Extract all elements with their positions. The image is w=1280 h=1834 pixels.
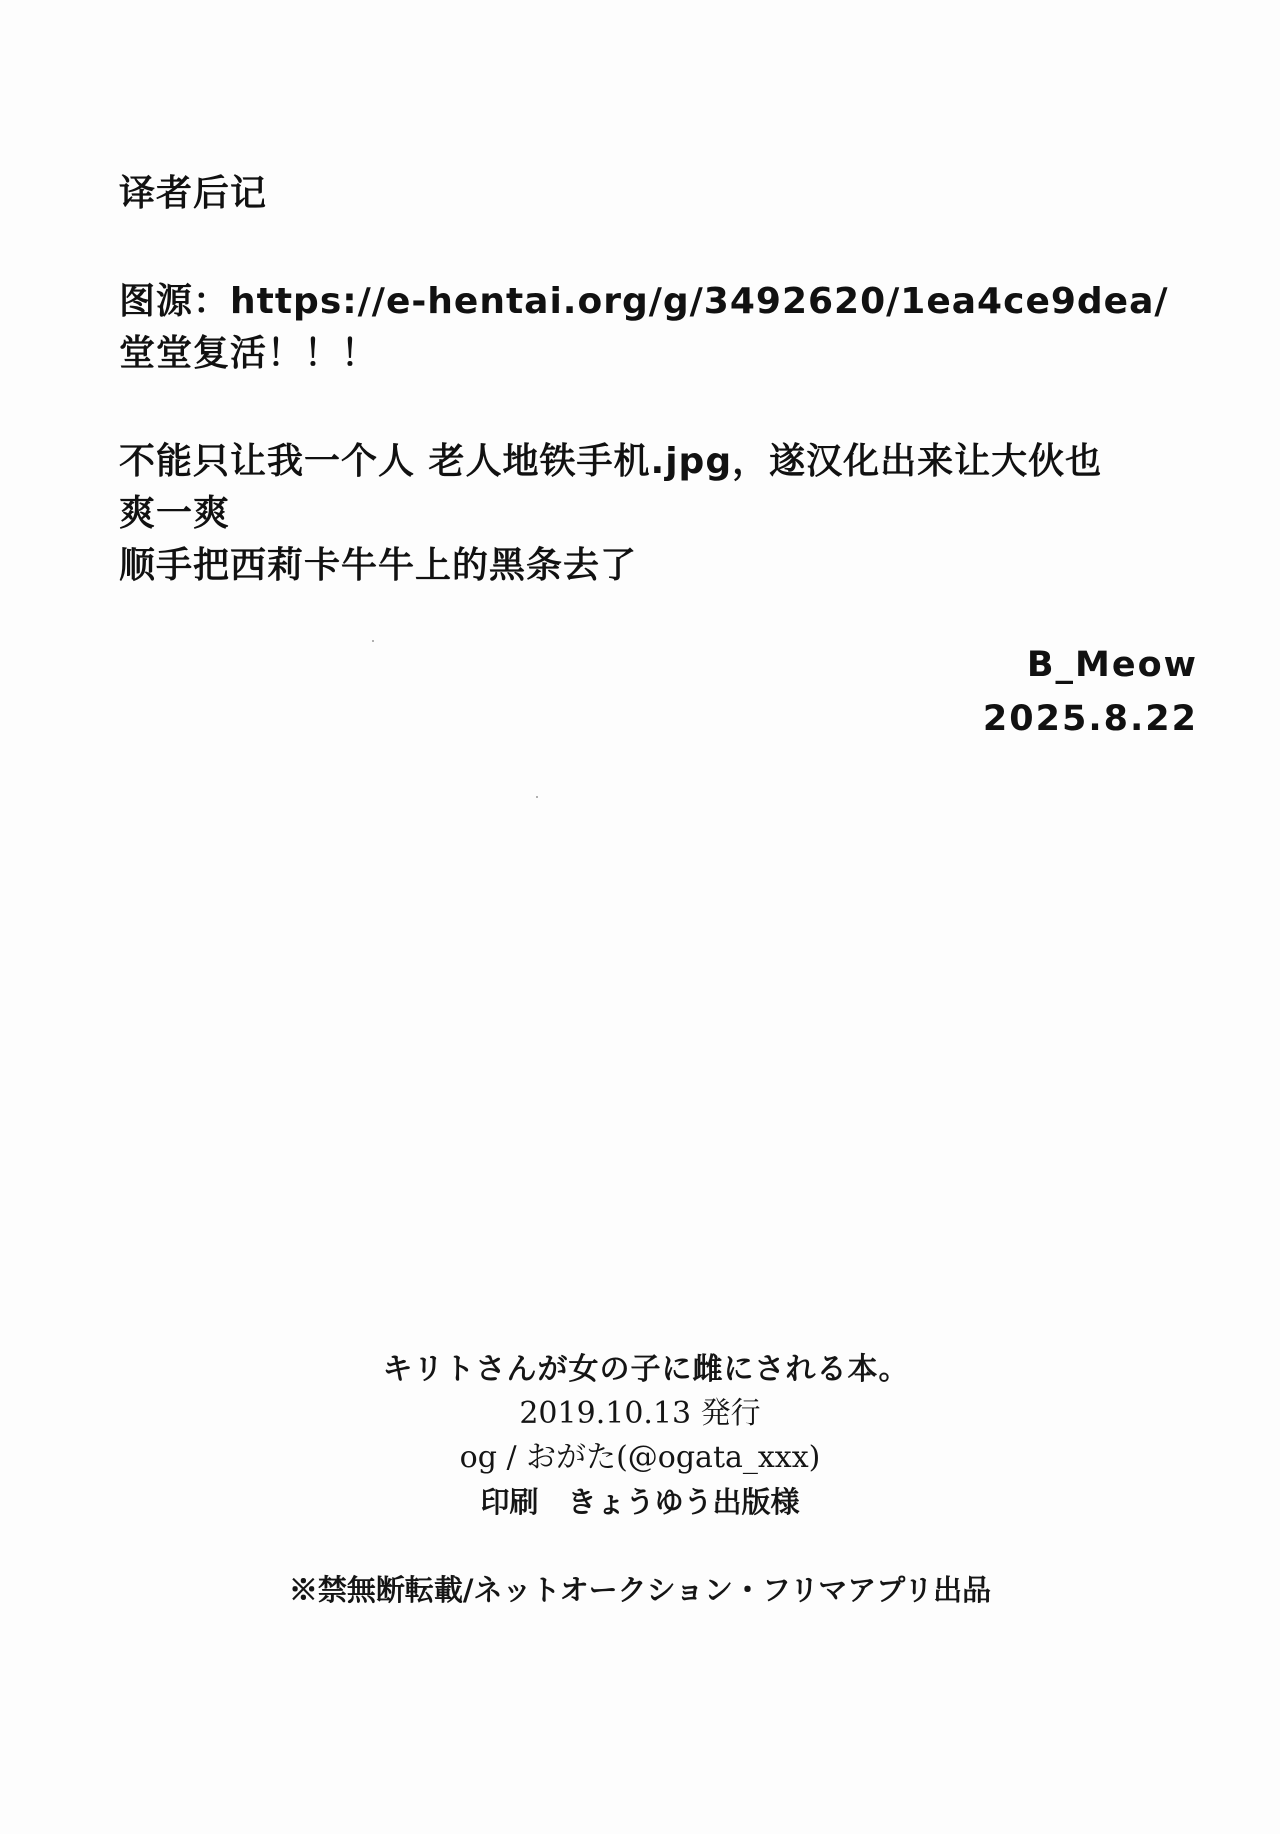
colophon [0, 1348, 1280, 1612]
share-line-1: 不能只让我一个人 老人地铁手机.jpg，遂汉化出来让大伙也 [119, 441, 1103, 482]
paragraph-gap [119, 380, 1199, 436]
scan-speck [372, 640, 374, 642]
paragraph-gap [119, 220, 1199, 276]
printer-credit: 印刷 きょうゆう出版様 [480, 1485, 800, 1519]
reprint-notice: ※禁無断転載/ネットオークション・フリマアプリ出品 [288, 1573, 992, 1607]
scan-speck [536, 796, 538, 798]
author-credit: og / おがた(@ogata_xxx) [459, 1440, 821, 1475]
publish-date: 2019.10.13 発行 [519, 1396, 761, 1431]
book-title: キリトさんが女の子に雌にされる本。 [382, 1352, 910, 1387]
signature-date: 2025.8.22 [982, 699, 1198, 739]
edit-line: 顺手把西莉卡牛牛上的黑条去了 [119, 545, 638, 586]
source-line: 图源：https://e-hentai.org/g/3492620/1ea4ce9dea/ [119, 281, 1169, 322]
signature-name: B_Meow [1026, 645, 1198, 685]
note-heading: 译者后记 [119, 173, 268, 214]
translator-note [119, 168, 1199, 592]
revival-line: 堂堂复活！！！ [119, 333, 379, 374]
share-line-2: 爽一爽 [119, 493, 231, 534]
signature-block [983, 638, 1198, 746]
